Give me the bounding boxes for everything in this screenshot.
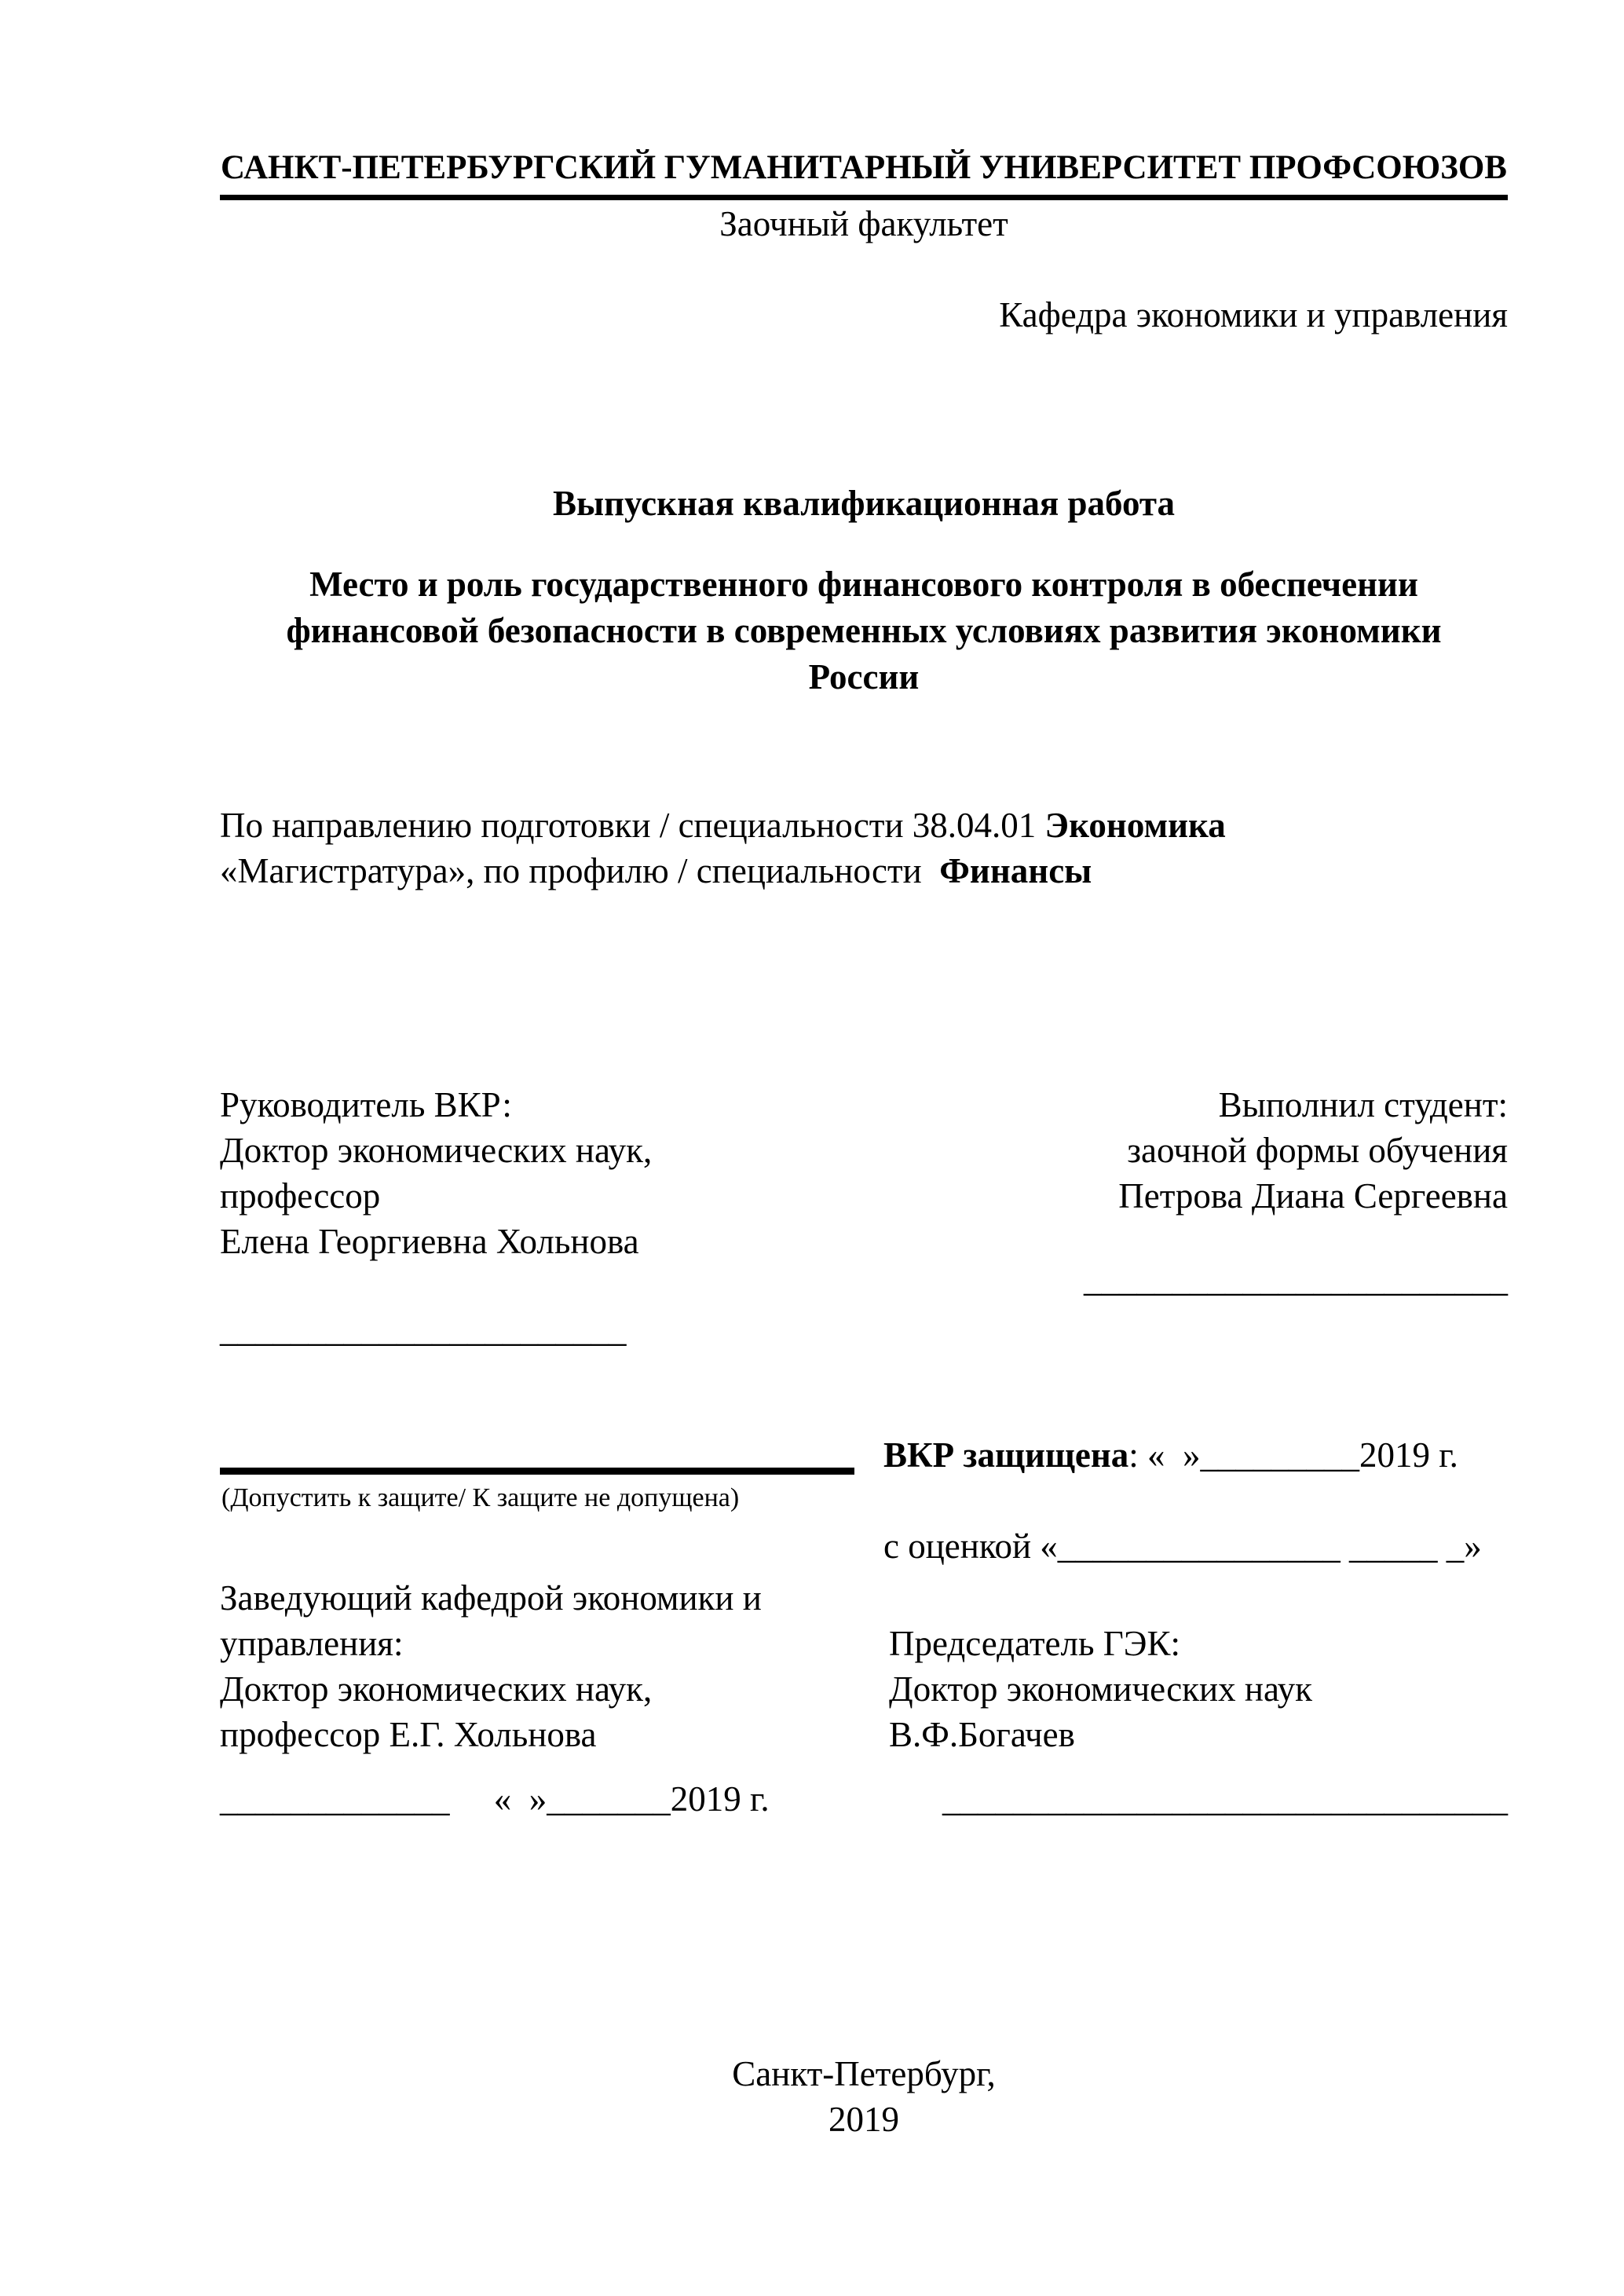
- faculty-line: Заочный факультет: [719, 204, 1008, 243]
- work-type-heading: Выпускная квалификационная работа: [552, 484, 1176, 523]
- specialty-line-2: [220, 848, 1508, 894]
- gek-chair-label: Председатель ГЭК:: [889, 1624, 1180, 1663]
- admission-signature-rule: [220, 1468, 854, 1475]
- student-block: [903, 1082, 1508, 1219]
- thesis-title-line-2: финансовой безопасности в современных условиях развития экономики: [286, 611, 1442, 650]
- specialty-line-1: [220, 803, 1508, 848]
- gek-chair-block: [889, 1621, 1508, 1757]
- gek-chair-signature-line: ________________________________: [942, 1779, 1508, 1819]
- defense-date-label: ВКР защищена: [883, 1435, 1129, 1475]
- specialty-line-1-text: По направлению подготовки / специальности 38.04.01: [220, 806, 1045, 845]
- department-head-block: [220, 1575, 887, 1757]
- supervisor-block: [220, 1082, 864, 1264]
- gek-chair-degree: Доктор экономических наук: [889, 1669, 1312, 1709]
- defense-date-blank: : « »_________2019 г.: [1128, 1435, 1458, 1475]
- specialty-line-2-text: «Магистратура», по профилю / специальности: [220, 851, 940, 890]
- gek-chair-name: В.Ф.Богачев: [889, 1715, 1075, 1754]
- supervisor-signature-line: _______________________: [220, 1310, 627, 1349]
- department-line: Кафедра экономики и управления: [999, 295, 1508, 335]
- department-head-degree: Доктор экономических наук,: [220, 1669, 653, 1709]
- footer-block: [220, 2051, 1508, 2142]
- university-header: САНКТ-ПЕТЕРБУРГСКИЙ ГУМАНИТАРНЫЙ УНИВЕРСИТЕТ ПРОФСОЮЗОВ: [220, 148, 1508, 200]
- supervisor-name: Елена Георгиевна Хольнова: [220, 1222, 639, 1261]
- thesis-title-line-3: России: [808, 657, 920, 696]
- thesis-title-line-1: Место и роль государственного финансового контроля в обеспечении: [309, 565, 1418, 604]
- specialty-paragraph: [220, 803, 1508, 894]
- student-signature-line: ________________________: [1084, 1260, 1508, 1299]
- department-head-title-2: управления:: [220, 1624, 404, 1663]
- admission-note: (Допустить к защите/ К защите не допущена): [221, 1483, 740, 1512]
- specialty-line-2-bold: Финансы: [939, 851, 1092, 890]
- grade-blank-line: с оценкой «________________ _____ _»: [883, 1526, 1482, 1566]
- footer-city: Санкт-Петербург,: [732, 2054, 996, 2093]
- student-label: Выполнил студент:: [1218, 1085, 1508, 1124]
- supervisor-label: Руководитель ВКР:: [220, 1085, 512, 1124]
- supervisor-rank: профессор: [220, 1176, 381, 1216]
- department-head-title-1: Заведующий кафедрой экономики и: [220, 1578, 762, 1618]
- student-form: заочной формы обучения: [1127, 1131, 1508, 1170]
- student-name: Петрова Диана Сергеевна: [1118, 1176, 1508, 1216]
- specialty-line-1-bold: Экономика: [1044, 806, 1226, 845]
- supervisor-degree: Доктор экономических наук,: [220, 1131, 653, 1170]
- footer-year: 2019: [828, 2100, 899, 2139]
- department-head-date-line: _____________ « »_______2019 г.: [220, 1779, 770, 1819]
- thesis-title: [220, 561, 1508, 700]
- defense-date-line: [883, 1432, 1512, 1478]
- department-head-name: профессор Е.Г. Хольнова: [220, 1715, 597, 1754]
